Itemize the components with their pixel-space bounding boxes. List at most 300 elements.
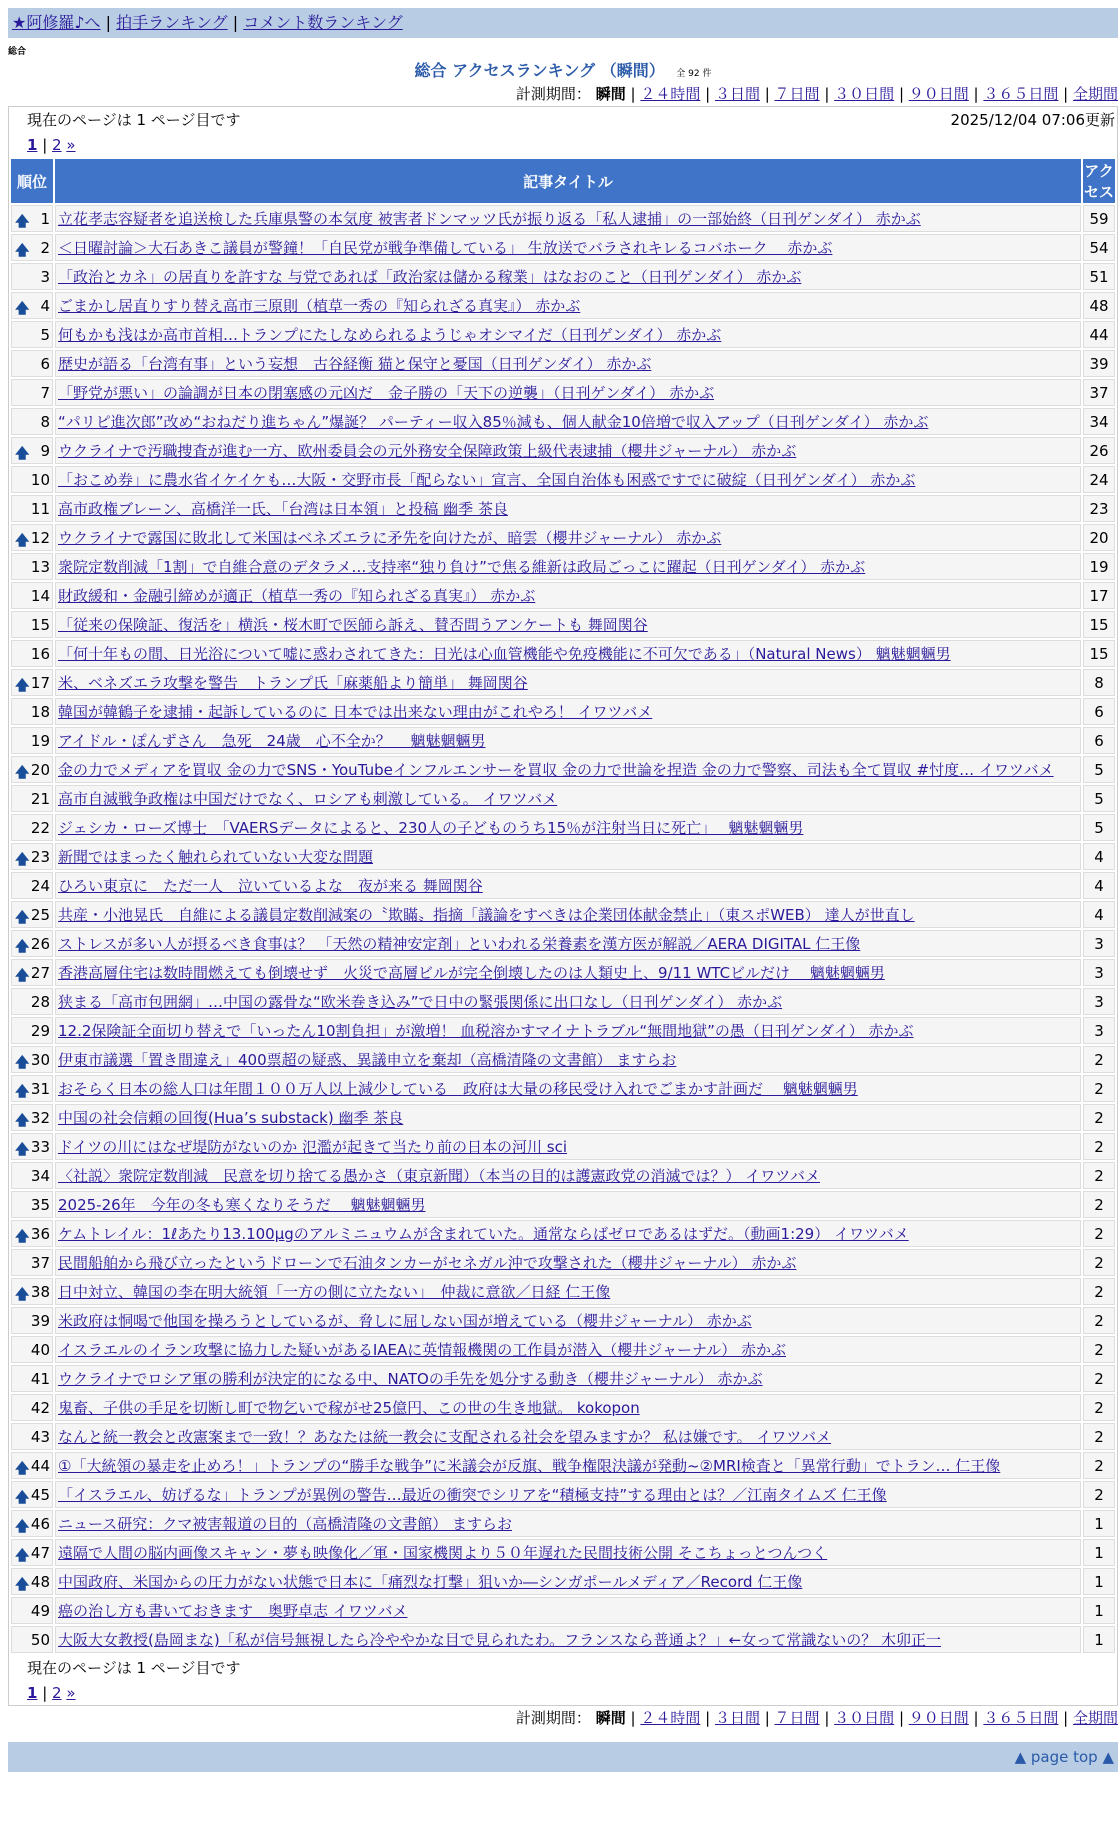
period-link-365d[interactable]: ３６５日間 — [983, 85, 1059, 103]
rank-number: 41 — [30, 1369, 50, 1388]
rank-number: 42 — [30, 1398, 50, 1417]
table-row — [11, 872, 1115, 899]
rank-cell — [11, 930, 53, 957]
pager-next[interactable]: » — [66, 136, 76, 154]
period-link-24h[interactable]: ２４時間 — [640, 85, 701, 103]
table-row — [11, 1162, 1115, 1189]
access-count: 2 — [1083, 1452, 1115, 1479]
access-count: 44 — [1083, 321, 1115, 348]
title-cell — [55, 1046, 1081, 1073]
up-arrow-icon: 🡅 — [15, 1228, 30, 1245]
table-row — [11, 988, 1115, 1015]
rank-cell — [11, 640, 53, 667]
rank-cell — [11, 756, 53, 783]
article-link[interactable]: 金の力でメディアを買収 金の力でSNS・YouTubeインフルエンサーを買収 金の力で世論を捏造 金の力で警察、司法も全て買収 #忖度… イワツバメ — [58, 761, 1054, 779]
table-row — [11, 524, 1115, 551]
period-link-all[interactable]: 全期間 — [1072, 85, 1118, 103]
rank-number: 5 — [40, 325, 50, 344]
access-count: 1 — [1083, 1568, 1115, 1595]
access-count: 2 — [1083, 1365, 1115, 1392]
article-link[interactable]: 何もかも浅はか高市首相…トランプにたしなめられるようじゃオシマイだ（日刊ゲンダイ） 赤かぶ — [58, 326, 722, 344]
title-cell — [55, 1423, 1081, 1450]
access-count: 2 — [1083, 1191, 1115, 1218]
title-cell — [55, 1278, 1081, 1305]
article-link[interactable]: 癌の治し方も書いておきます 奥野卓志 イワツバメ — [58, 1602, 408, 1620]
article-link[interactable]: ①「大統領の暴走を止めろ！」トランプの“勝手な戦争”に米議会が反旗、戦争権限決議が発動~②MRI検査と「異常行動」でトラン… 仁王像 — [58, 1457, 1001, 1475]
pager-page-1[interactable]: 1 — [27, 1684, 38, 1702]
access-count: 19 — [1083, 553, 1115, 580]
title-cell — [55, 1220, 1081, 1247]
page-indicator: 現在のページは 1 ページ目です — [27, 111, 241, 129]
rank-cell — [11, 1046, 53, 1073]
access-count: 2 — [1083, 1104, 1115, 1131]
period-link-3d[interactable]: ３日間 — [714, 85, 760, 103]
pager-page-1[interactable]: 1 — [27, 136, 38, 154]
title-cell — [55, 1568, 1081, 1595]
article-link[interactable]: 香港高層住宅は数時間燃えても倒壊せず 火災で高層ビルが完全倒壊したのは人類史上、9/11 WTCビルだけ 魑魅魍魎男 — [58, 964, 885, 982]
access-count: 5 — [1083, 814, 1115, 841]
article-link[interactable]: 歴史が語る「台湾有事」という妄想 古谷経衡 猫と保守と憂国（日刊ゲンダイ） 赤かぶ — [58, 355, 652, 373]
access-count: 6 — [1083, 727, 1115, 754]
period-current: 瞬間 — [595, 85, 626, 103]
access-count: 4 — [1083, 901, 1115, 928]
table-row — [11, 1423, 1115, 1450]
table-row — [11, 321, 1115, 348]
table-row — [11, 1394, 1115, 1421]
title-cell — [55, 669, 1081, 696]
rank-cell — [11, 234, 53, 261]
ranking-box — [8, 106, 1118, 1706]
rank-cell — [11, 553, 53, 580]
period-link-30d[interactable]: ３０日間 — [834, 1709, 895, 1727]
rank-cell — [11, 1481, 53, 1508]
total-count: 全 92 件 — [676, 69, 712, 79]
article-link[interactable]: 米政府は恫喝で他国を操ろうとしているが、脅しに屈しない国が増えている（櫻井ジャーナル） 赤かぶ — [58, 1312, 752, 1330]
rank-number: 6 — [40, 354, 50, 373]
rank-cell — [11, 1336, 53, 1363]
article-link[interactable]: 「野党が悪い」の論調が日本の閉塞感の元凶だ 金子勝の「天下の逆襲」（日刊ゲンダイ） 赤かぶ — [58, 384, 715, 402]
title-cell — [55, 553, 1081, 580]
rank-cell — [11, 1394, 53, 1421]
up-arrow-icon: 🡅 — [15, 300, 30, 317]
pager-page-2[interactable]: 2 — [52, 136, 62, 154]
access-count: 39 — [1083, 350, 1115, 377]
title-cell — [55, 872, 1081, 899]
title-cell — [55, 814, 1081, 841]
table-row — [11, 843, 1115, 870]
up-arrow-icon: 🡅 — [15, 213, 30, 230]
rank-number: 3 — [40, 267, 50, 286]
article-link[interactable]: 高市政権ブレーン、高橋洋一氏、「台湾は日本領」と投稿 幽季 茶良 — [58, 500, 508, 518]
article-link[interactable]: 中国政府、米国からの圧力がない状態で日本に「痛烈な打撃」狙いか―シンガポールメディア／Record 仁王像 — [58, 1573, 803, 1591]
rank-number: 14 — [30, 586, 50, 605]
table-row — [11, 1220, 1115, 1247]
article-link[interactable]: 伊東市議選「置き間違え」400票超の疑惑、異議申立を棄却（高橋清隆の文書館） ますらお — [58, 1051, 677, 1069]
up-arrow-icon: 🡅 — [15, 1112, 30, 1129]
table-row — [11, 495, 1115, 522]
table-row — [11, 1336, 1115, 1363]
rank-cell — [11, 350, 53, 377]
rank-cell — [11, 1104, 53, 1131]
title-cell — [55, 1075, 1081, 1102]
title-cell — [55, 582, 1081, 609]
article-link[interactable]: ウクライナで露国に敗北して米国はベネズエラに矛先を向けたが、暗雲（櫻井ジャーナル） 赤かぶ — [58, 529, 722, 547]
rank-number: 32 — [30, 1108, 50, 1127]
title-cell — [55, 437, 1081, 464]
article-link[interactable]: 遠隔で人間の脳内画像スキャン・夢も映像化／軍・国家機関より５０年遅れた民間技術公開 そこちょっとつんつく — [58, 1544, 828, 1562]
rank-number: 15 — [30, 615, 50, 634]
article-link[interactable]: ウクライナで汚職捜査が進む一方、欧州委員会の元外務安全保障政策上級代表逮捕（櫻井ジャーナル） 赤かぶ — [58, 442, 797, 460]
rank-number: 47 — [30, 1543, 50, 1562]
article-link[interactable]: 財政緩和・金融引締めが適正（植草一秀の『知られざる真実』） 赤かぶ — [58, 587, 536, 605]
rank-number: 36 — [30, 1224, 50, 1243]
article-link[interactable]: ニュース研究：クマ被害報道の目的（高橋清隆の文書館） ますらお — [58, 1515, 513, 1533]
article-link[interactable]: 狭まる「高市包囲網」…中国の露骨な“欧米巻き込み”で日中の緊張関係に出口なし（日刊ゲンダイ） 赤かぶ — [58, 993, 783, 1011]
access-count: 51 — [1083, 263, 1115, 290]
period-selector-top: 計測期間： 瞬間 | ２４時間 | ３日間 | ７日間 | ３０日間 | ９０日間 | ３６５日間 | 全期間 — [515, 85, 1118, 103]
up-arrow-icon: 🡅 — [15, 764, 30, 781]
article-link[interactable]: 鬼畜、子供の手足を切断し町で物乞いで稼がせ25億円、この世の生き地獄。 kokopon — [58, 1399, 640, 1417]
period-link-90d[interactable]: ９０日間 — [908, 85, 969, 103]
title-cell — [55, 988, 1081, 1015]
article-link[interactable]: 2025-26年 今年の冬も寒くなりそうだ 魑魅魍魎男 — [58, 1196, 426, 1214]
article-link[interactable]: 民間船舶から飛び立ったというドローンで石油タンカーがセネガル沖で攻撃された（櫻井ジャーナル） 赤かぶ — [58, 1254, 797, 1272]
title-cell — [55, 611, 1081, 638]
access-count: 1 — [1083, 1539, 1115, 1566]
article-link[interactable]: 中国の社会信頼の回復(Hua’s substack) 幽季 茶良 — [58, 1109, 404, 1127]
top-nav-bar — [8, 8, 1118, 38]
article-link[interactable]: ドイツの川にはなぜ堤防がないのか 氾濫が起きて当たり前の日本の河川 sci — [58, 1138, 568, 1156]
table-row — [11, 1365, 1115, 1392]
title-cell — [55, 1307, 1081, 1334]
access-count: 15 — [1083, 611, 1115, 638]
rank-cell — [11, 379, 53, 406]
rank-cell — [11, 727, 53, 754]
rank-cell — [11, 1220, 53, 1247]
article-link[interactable]: 「何十年もの間、日光浴について嘘に惑わされてきた：日光は心血管機能や免疫機能に不可欠である」（Natural News） 魑魅魍魎男 — [58, 645, 951, 663]
article-link[interactable]: 「おこめ券」に農水省イケイケも…大阪・交野市長「配らない」宣言、全国自治体も困惑ですでに破綻（日刊ゲンダイ） 赤かぶ — [58, 471, 916, 489]
rank-number: 17 — [30, 673, 50, 692]
rank-cell — [11, 1423, 53, 1450]
access-count: 2 — [1083, 1278, 1115, 1305]
title-cell — [55, 1191, 1081, 1218]
period-link-90d[interactable]: ９０日間 — [908, 1709, 969, 1727]
access-count: 4 — [1083, 843, 1115, 870]
rank-cell — [11, 524, 53, 551]
up-arrow-icon: 🡅 — [15, 909, 30, 926]
table-row — [11, 1539, 1115, 1566]
article-link[interactable]: ごまかし居直りすり替え高市三原則（植草一秀の『知られざる真実』） 赤かぶ — [58, 297, 581, 315]
table-row — [11, 350, 1115, 377]
pager-page-2[interactable]: 2 — [52, 1684, 62, 1702]
section-label: 総合 — [8, 47, 27, 57]
article-link[interactable]: おそらく日本の総人口は年間１００万人以上減少している 政府は大量の移民受け入れでごまかす計画だ 魑魅魍魎男 — [58, 1080, 858, 1098]
article-link[interactable]: 「政治とカネ」の居直りを許すな 与党であれば「政治家は儲かる稼業」はなおのこと（日刊ゲンダイ） 赤かぶ — [58, 268, 802, 286]
title-cell — [55, 1249, 1081, 1276]
rank-cell — [11, 1568, 53, 1595]
access-count: 23 — [1083, 495, 1115, 522]
title-cell — [55, 1336, 1081, 1363]
table-row — [11, 1104, 1115, 1131]
article-link[interactable]: 大阪大女教授(島岡まな)「私が信号無視したら冷ややかな目で見られたわ。フランスなら普通よ？」←女って常識ないの？ 木卯正一 — [58, 1631, 941, 1649]
article-link[interactable]: 共産・小池晃氏 自維による議員定数削減案の〝欺瞞〟指摘「議論をすべきは企業団体献金禁止」（東スポWEB） 達人が世直し — [58, 906, 915, 924]
header-access: アクセス — [1083, 159, 1115, 203]
table-row — [11, 698, 1115, 725]
article-link[interactable]: ひろい東京に ただ一人 泣いているよな 夜が来る 舞岡関谷 — [58, 877, 483, 895]
period-link-24h[interactable]: ２４時間 — [640, 1709, 701, 1727]
access-count: 34 — [1083, 408, 1115, 435]
article-link[interactable]: 新聞ではまったく触れられていない大変な問題 — [58, 848, 374, 866]
rank-cell — [11, 582, 53, 609]
title-cell — [55, 292, 1081, 319]
title-cell — [55, 466, 1081, 493]
rank-cell — [11, 1278, 53, 1305]
rank-number: 45 — [30, 1485, 50, 1504]
access-count: 2 — [1083, 1481, 1115, 1508]
page-info-bottom — [9, 1655, 1117, 1681]
rank-number: 22 — [30, 818, 50, 837]
title-cell — [55, 1394, 1081, 1421]
rank-number: 20 — [30, 760, 50, 779]
header-title: 記事タイトル — [55, 159, 1081, 203]
period-current: 瞬間 — [595, 1709, 626, 1727]
table-row — [11, 1307, 1115, 1334]
rank-cell — [11, 1452, 53, 1479]
rank-number: 2 — [40, 238, 50, 257]
access-count: 6 — [1083, 698, 1115, 725]
access-count: 2 — [1083, 1307, 1115, 1334]
title-cell — [55, 1017, 1081, 1044]
access-count: 24 — [1083, 466, 1115, 493]
article-link[interactable]: ＜日曜討論＞大石あきこ議員が警鐘！「自民党が戦争準備している」 生放送でバラされキレるコバホーク 赤かぶ — [58, 239, 833, 257]
access-count: 1 — [1083, 1510, 1115, 1537]
table-row — [11, 1597, 1115, 1624]
table-row — [11, 1452, 1115, 1479]
pager-bottom: 1 | 2 » — [27, 1684, 76, 1702]
access-count: 3 — [1083, 988, 1115, 1015]
title-cell — [55, 1597, 1081, 1624]
article-link[interactable]: 韓国が韓鶴子を逮捕・起訴しているのに 日本では出来ない理由がこれやろ！ イワツバメ — [58, 703, 653, 721]
up-arrow-icon: 🡅 — [15, 532, 30, 549]
period-link-30d[interactable]: ３０日間 — [834, 85, 895, 103]
period-link-7d[interactable]: ７日間 — [774, 1709, 820, 1727]
table-row — [11, 1481, 1115, 1508]
rank-number: 37 — [30, 1253, 50, 1272]
article-link[interactable]: ジェシカ・ローズ博士 「VAERSデータによると、230人の子どものうち15％が注射当日に死亡」 魑魅魍魎男 — [58, 819, 804, 837]
home-link[interactable]: ★阿修羅♪へ — [12, 13, 101, 32]
access-count: 2 — [1083, 1162, 1115, 1189]
rank-cell — [11, 1597, 53, 1624]
rank-number: 27 — [30, 963, 50, 982]
table-row — [11, 1075, 1115, 1102]
page — [8, 8, 1118, 1772]
article-link[interactable]: イスラエルのイラン攻撃に協力した疑いがあるIAEAに英情報機関の工作員が潜入（櫻井ジャーナル） 赤かぶ — [58, 1341, 786, 1359]
table-row — [11, 1626, 1115, 1653]
article-link[interactable]: 米、ベネズエラ攻撃を警告 トランプ氏「麻薬船より簡単」 舞岡関谷 — [58, 674, 528, 692]
title-cell — [55, 1481, 1081, 1508]
page-top-link[interactable]: ▲ page top ▲ — [1014, 1748, 1114, 1766]
up-arrow-icon: 🡅 — [15, 1489, 30, 1506]
access-count: 2 — [1083, 1075, 1115, 1102]
period-link-365d[interactable]: ３６５日間 — [983, 1709, 1059, 1727]
rank-number: 30 — [30, 1050, 50, 1069]
table-row — [11, 1133, 1115, 1160]
table-row — [11, 785, 1115, 812]
table-row — [11, 379, 1115, 406]
table-row — [11, 1278, 1115, 1305]
rank-cell — [11, 785, 53, 812]
article-link[interactable]: なんと統一教会と改憲案まで一致！？あなたは統一教会に支配される社会を望みますか？ 私は嫌です。 イワツバメ — [58, 1428, 832, 1446]
article-link[interactable]: 立花孝志容疑者を追送検した兵庫県警の本気度 被害者ドンマッツ氏が振り返る「私人逮捕」の一部始終（日刊ゲンダイ） 赤かぶ — [58, 210, 921, 228]
period-link-7d[interactable]: ７日間 — [774, 85, 820, 103]
rank-cell — [11, 466, 53, 493]
title-cell — [55, 756, 1081, 783]
up-arrow-icon: 🡅 — [15, 1547, 30, 1564]
access-count: 1 — [1083, 1597, 1115, 1624]
title-cell — [55, 321, 1081, 348]
rank-cell — [11, 321, 53, 348]
access-count: 5 — [1083, 785, 1115, 812]
rank-number: 12 — [30, 528, 50, 547]
access-count: 48 — [1083, 292, 1115, 319]
title-cell — [55, 1510, 1081, 1537]
rank-cell — [11, 1133, 53, 1160]
table-row — [11, 263, 1115, 290]
access-count: 20 — [1083, 524, 1115, 551]
table-row — [11, 1191, 1115, 1218]
title-cell — [55, 205, 1081, 232]
title-cell — [55, 408, 1081, 435]
title-cell — [55, 495, 1081, 522]
rank-number: 34 — [30, 1166, 50, 1185]
rank-number: 11 — [30, 499, 50, 518]
table-row — [11, 640, 1115, 667]
title-cell — [55, 234, 1081, 261]
rank-cell — [11, 698, 53, 725]
article-link[interactable]: 「従来の保険証、復活を」横浜・桜木町で医師ら訴え、賛否問うアンケートも 舞岡関谷 — [58, 616, 648, 634]
article-link[interactable]: ストレスが多い人が摂るべき食事は？ 「天然の精神安定剤」といわれる栄養素を漢方医が解説／AERA DIGITAL 仁王像 — [58, 935, 861, 953]
article-link[interactable]: “パリピ進次郎”改め“おねだり進ちゃん”爆誕？ パーティー収入85％減も、個人献金10倍増で収入アップ（日刊ゲンダイ） 赤かぶ — [58, 413, 929, 431]
bottom-bar — [8, 1742, 1118, 1772]
article-link[interactable]: 衆院定数削減「1割」で自維合意のデタラメ…支持率“独り負け”で焦る維新は政局ごっこに躍起（日刊ゲンダイ） 赤かぶ — [58, 558, 866, 576]
access-count: 59 — [1083, 205, 1115, 232]
rank-number: 50 — [30, 1630, 50, 1649]
article-link[interactable]: 高市自滅戦争政権は中国だけでなく、ロシアも刺激している。 イワツバメ — [58, 790, 558, 808]
up-arrow-icon: 🡅 — [15, 938, 30, 955]
ranking-body — [11, 205, 1115, 1653]
rank-cell — [11, 1510, 53, 1537]
access-count: 5 — [1083, 756, 1115, 783]
access-count: 2 — [1083, 1336, 1115, 1363]
access-count: 4 — [1083, 872, 1115, 899]
period-selector-bottom: 計測期間： 瞬間 | ２４時間 | ３日間 | ７日間 | ３０日間 | ９０日間 | ３６５日間 | 全期間 — [515, 1709, 1118, 1727]
rank-number: 13 — [30, 557, 50, 576]
rank-cell — [11, 1162, 53, 1189]
pager-top: 1 | 2 » — [27, 136, 76, 154]
access-count: 15 — [1083, 640, 1115, 667]
rank-number: 43 — [30, 1427, 50, 1446]
rank-cell — [11, 1249, 53, 1276]
title-cell — [55, 785, 1081, 812]
access-count: 2 — [1083, 1423, 1115, 1450]
rank-number: 23 — [30, 847, 50, 866]
rank-number: 21 — [30, 789, 50, 808]
title-cell — [55, 843, 1081, 870]
title-cell — [55, 930, 1081, 957]
title-cell — [55, 524, 1081, 551]
access-count: 1 — [1083, 1626, 1115, 1653]
nav-separator: | — [232, 13, 239, 32]
rank-number: 44 — [30, 1456, 50, 1475]
rank-cell — [11, 1191, 53, 1218]
title-cell — [55, 698, 1081, 725]
rank-cell — [11, 669, 53, 696]
title-cell — [55, 640, 1081, 667]
rank-number: 10 — [30, 470, 50, 489]
page-title: 総合 アクセスランキング （瞬間） — [414, 61, 665, 80]
rank-number: 48 — [30, 1572, 50, 1591]
period-label: 計測期間： — [515, 85, 591, 103]
access-count: 2 — [1083, 1394, 1115, 1421]
table-row — [11, 611, 1115, 638]
table-row — [11, 1568, 1115, 1595]
title-cell — [55, 1452, 1081, 1479]
article-link[interactable]: アイドル・ぽんずさん 急死 24歳 心不全か？ 魑魅魍魎男 — [58, 732, 486, 750]
table-row — [11, 582, 1115, 609]
rank-cell — [11, 1017, 53, 1044]
period-link-all[interactable]: 全期間 — [1072, 1709, 1118, 1727]
table-row — [11, 756, 1115, 783]
table-row — [11, 553, 1115, 580]
article-link[interactable]: 〈社説〉衆院定数削減 民意を切り捨てる愚かさ（東京新聞）（本当の目的は護憲政党の消滅では？） イワツバメ — [58, 1167, 820, 1185]
header-rank: 順位 — [11, 159, 53, 203]
rank-cell — [11, 263, 53, 290]
clap-ranking-link[interactable]: 拍手ランキング — [116, 13, 228, 32]
page-info — [9, 107, 1117, 133]
title-cell — [55, 727, 1081, 754]
table-row — [11, 930, 1115, 957]
rank-cell — [11, 1307, 53, 1334]
article-link[interactable]: ウクライナでロシア軍の勝利が決定的になる中、NATOの手先を処分する動き（櫻井ジャーナル） 赤かぶ — [58, 1370, 763, 1388]
article-link[interactable]: 日中対立、韓国の李在明大統領「一方の側に立たない」 仲裁に意欲／日経 仁王像 — [58, 1283, 611, 1301]
table-row — [11, 205, 1115, 232]
period-link-3d[interactable]: ３日間 — [714, 1709, 760, 1727]
updated-time: 2025/12/04 07:06更新 — [950, 111, 1115, 129]
title-cell — [55, 350, 1081, 377]
table-row — [11, 959, 1115, 986]
article-link[interactable]: ケムトレイル：1ℓあたり13.100μgのアルミニュウムが含まれていた。通常ならばゼロであるはずだ。（動画1:29） イワツバメ — [58, 1225, 909, 1243]
rank-number: 39 — [30, 1311, 50, 1330]
table-row — [11, 727, 1115, 754]
pager-next[interactable]: » — [66, 1684, 76, 1702]
rank-number: 26 — [30, 934, 50, 953]
article-link[interactable]: 「イスラエル、妨げるな」トランプが異例の警告…最近の衝突でシリアを“積極支持”する理由とは？／江南タイムズ 仁王像 — [58, 1486, 887, 1504]
access-count: 3 — [1083, 959, 1115, 986]
access-count: 17 — [1083, 582, 1115, 609]
rank-number: 49 — [30, 1601, 50, 1620]
rank-number: 1 — [40, 209, 50, 228]
title-cell — [55, 1162, 1081, 1189]
rank-cell — [11, 408, 53, 435]
article-link[interactable]: 12.2保険証全面切り替えで「いったん10割負担」が激増！ 血税溶かすマイナトラブル“無間地獄”の愚（日刊ゲンダイ） 赤かぶ — [58, 1022, 914, 1040]
rank-number: 9 — [40, 441, 50, 460]
comment-ranking-link[interactable]: コメント数ランキング — [243, 13, 403, 32]
access-count: 2 — [1083, 1133, 1115, 1160]
table-row — [11, 234, 1115, 261]
up-arrow-icon: 🡅 — [15, 1141, 30, 1158]
nav-separator: | — [105, 13, 112, 32]
table-row — [11, 1510, 1115, 1537]
